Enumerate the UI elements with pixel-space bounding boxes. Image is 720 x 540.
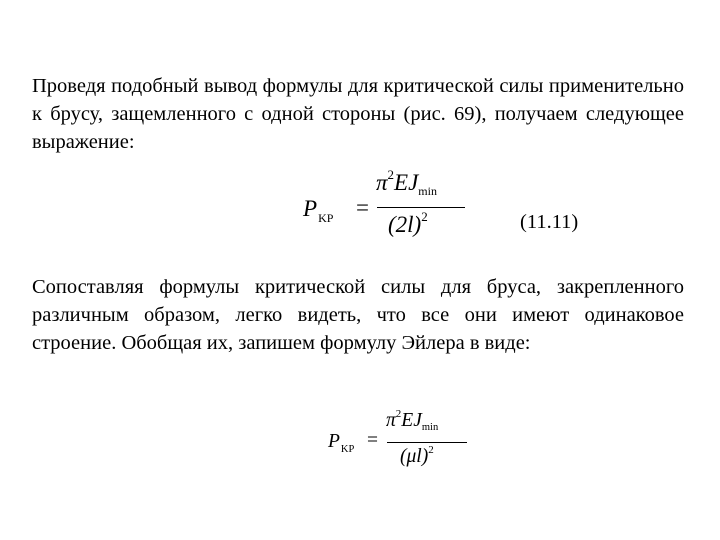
lhs-subscript: KP bbox=[318, 211, 334, 225]
equals-sign: = bbox=[367, 430, 378, 451]
formula-numerator bbox=[376, 167, 437, 198]
pi-symbol: π bbox=[376, 170, 388, 195]
formula-denominator bbox=[388, 209, 428, 238]
paragraph-intro: Проведя подобный вывод формулы для критической силы применительно к брусу, защемленного с одной стороны (рис. 69), получаем следующее выражение: bbox=[32, 75, 684, 153]
paragraph-comparison: Сопоставляя формулы критической силы для бруса, закрепленного различным образом, легко видеть, что все они имеют одинаковое строение. Обобщая их, запишем формулу Эйлера в виде: bbox=[32, 276, 684, 354]
formula-denominator bbox=[400, 446, 434, 468]
ej-symbol: EJ bbox=[401, 410, 422, 431]
min-subscript: min bbox=[421, 422, 439, 433]
equation-number: (11.11) bbox=[520, 211, 579, 233]
min-subscript: min bbox=[418, 184, 437, 198]
formula-critical-force-cantilever bbox=[303, 168, 473, 248]
pi-exponent: 2 bbox=[395, 408, 402, 420]
lhs-symbol: P bbox=[303, 196, 318, 221]
formula-lhs bbox=[303, 196, 334, 225]
formula-lhs bbox=[328, 431, 353, 453]
lhs-symbol: P bbox=[328, 431, 340, 452]
equals-sign: = bbox=[356, 195, 369, 220]
formula-euler-general bbox=[328, 409, 478, 475]
denominator-exponent: 2 bbox=[421, 209, 428, 224]
lhs-subscript: KP bbox=[340, 444, 355, 455]
denominator-exponent: 2 bbox=[428, 444, 434, 456]
pi-symbol: π bbox=[386, 410, 396, 431]
ej-symbol: EJ bbox=[394, 170, 419, 195]
fraction-bar bbox=[387, 442, 467, 443]
pi-exponent: 2 bbox=[387, 167, 395, 182]
denominator-base: (2l) bbox=[388, 212, 422, 237]
denominator-base: (μl) bbox=[400, 446, 429, 467]
formula-numerator bbox=[386, 410, 438, 432]
